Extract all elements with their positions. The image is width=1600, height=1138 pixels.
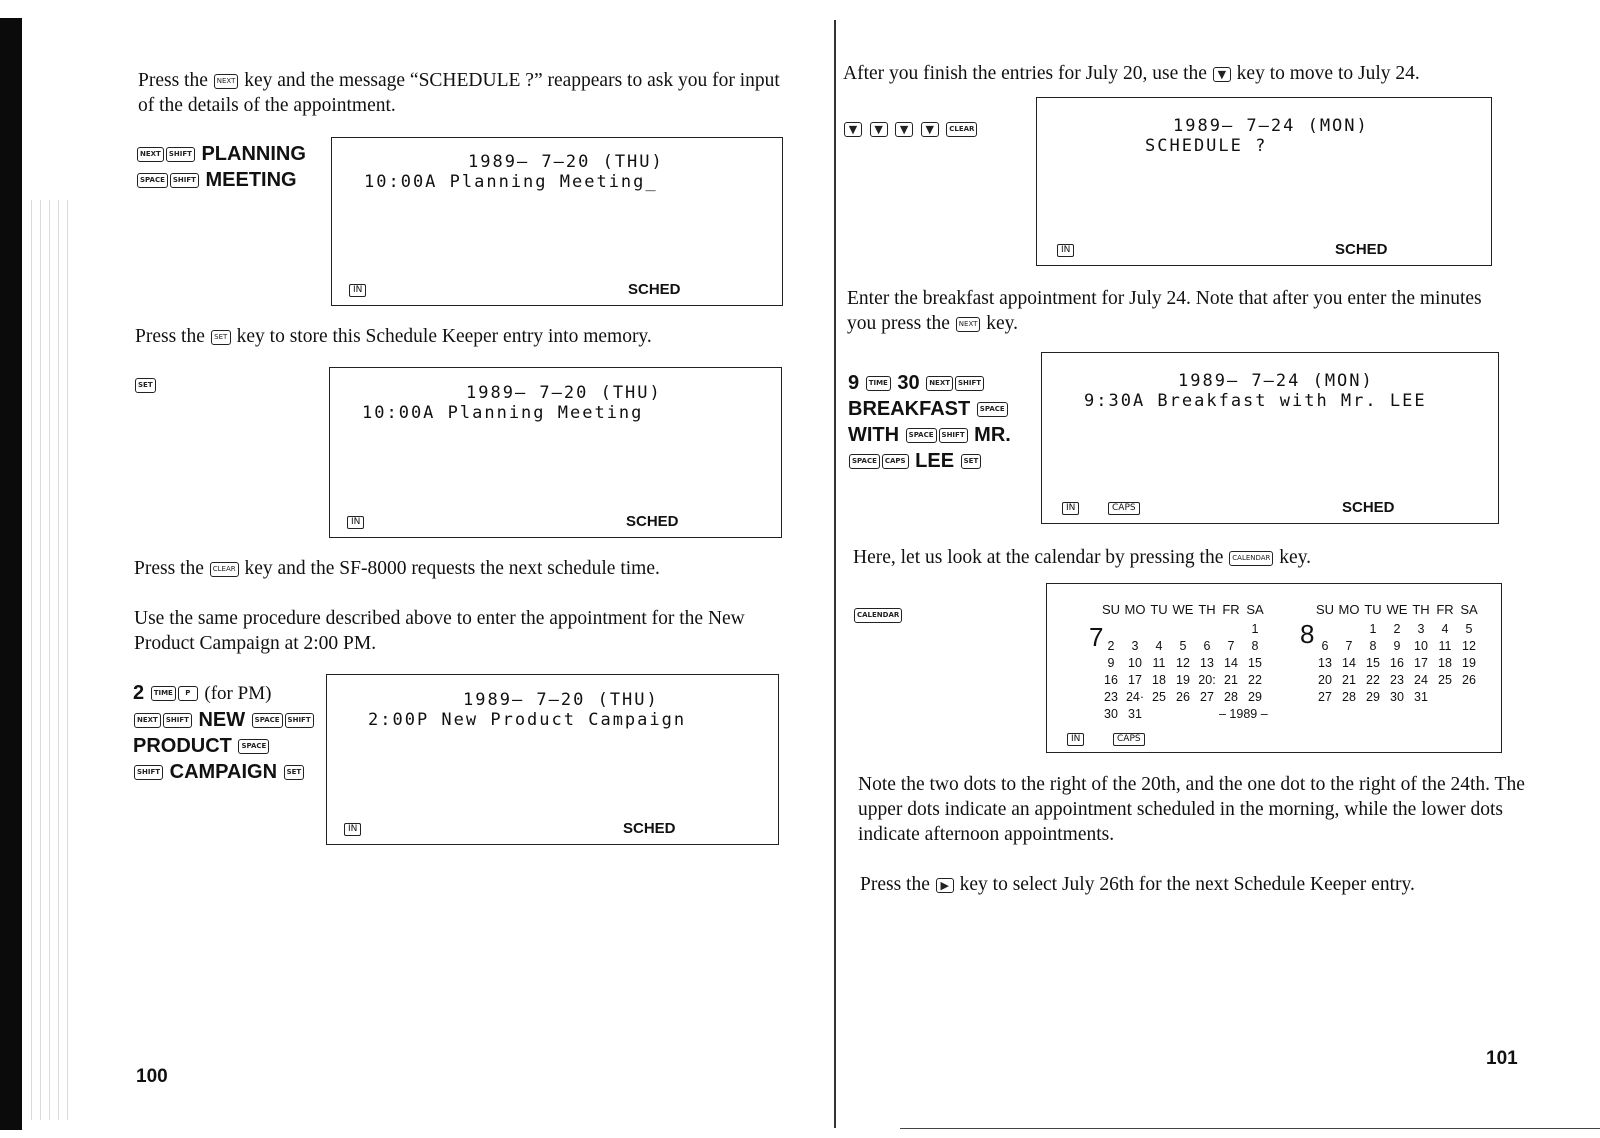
july-week-5: 23 24· 25 26 27 28 29: [1104, 690, 1262, 704]
keystroke-sequence-2: [134, 372, 157, 398]
july-week-4: 16 17 18 19 20: 21 22: [1104, 673, 1262, 687]
instruction-paragraph-4: Note the two dots to the right of the 20th, and the one dot to the right of the 24th. The upper dots indicate an appointment scheduled in the morning, while the lower dots indicate afternoon appointments.: [858, 774, 1525, 845]
july-week-3: 9 10 11 12 13 14 15: [1107, 656, 1262, 670]
screen-date-line: 1989— 7—24 (MON): [1178, 371, 1374, 391]
space-key-icon: SPACE: [238, 739, 269, 754]
space-key-icon: SPACE: [252, 713, 283, 728]
screen-date-line: 1989— 7—24 (MON): [1173, 116, 1369, 136]
shift-key-icon: SHIFT: [285, 713, 314, 728]
instruction-paragraph-3: Press the CLEAR key and the SF-8000 requests the next schedule time.: [134, 558, 660, 579]
shift-key-icon: SHIFT: [163, 713, 192, 728]
lcd-screen-2: [329, 367, 782, 538]
in-indicator: IN: [1057, 244, 1074, 257]
space-key-icon: SPACE: [137, 173, 168, 188]
down-arrow-key-icon: ▼: [870, 122, 888, 137]
instruction-paragraph-2: Enter the breakfast appointment for July 24. Note that after you enter the minutes you press the NEXT key.: [847, 288, 1482, 334]
july-week-6: 30 31: [1104, 707, 1142, 721]
page-number: 101: [1486, 1048, 1518, 1069]
shift-key-icon: SHIFT: [170, 173, 199, 188]
july-week-2: 2 3 4 5 6 7 8: [1107, 639, 1259, 653]
lcd-screen-1: [331, 137, 783, 306]
july-month-label: 7: [1089, 622, 1104, 652]
down-arrow-key-icon: ▼: [921, 122, 939, 137]
screen-date-line: 1989— 7—20 (THU): [463, 690, 659, 710]
lcd-screen-5: [1041, 352, 1499, 524]
in-indicator: IN: [1062, 502, 1079, 515]
space-key-icon: SPACE: [849, 454, 880, 469]
in-indicator: IN: [344, 823, 361, 836]
instruction-paragraph-1: Press the NEXT key and the message “SCHEDULE ?” reappears to ask you for input of the details of the appointment.: [138, 70, 780, 116]
august-weekday-header: SU MO TU WE TH FR SA: [1315, 602, 1478, 617]
lcd-screen-4: [1036, 97, 1492, 266]
keystroke-sequence-3: [853, 602, 903, 628]
august-week-5: 27 28 29 30 31: [1318, 690, 1428, 704]
time-key-icon: TIME: [866, 376, 891, 391]
screen-entry-line: SCHEDULE ?: [1145, 136, 1268, 156]
sched-indicator: SCHED: [628, 281, 681, 298]
set-key-icon: SET: [961, 454, 982, 469]
down-arrow-key-icon: ▼: [844, 122, 862, 137]
lcd-calendar-screen: [1046, 583, 1502, 753]
sched-indicator: SCHED: [623, 820, 676, 837]
right-arrow-key-icon: ▶: [936, 878, 954, 893]
sched-indicator: SCHED: [1342, 499, 1395, 516]
space-key-icon: SPACE: [906, 428, 937, 443]
screen-entry-line: 10:00A Planning Meeting: [362, 403, 644, 423]
time-key-icon: TIME: [151, 686, 176, 701]
p-key-icon: P: [178, 686, 198, 701]
august-month-label: 8: [1300, 619, 1315, 649]
august-week-4: 20 21 22 23 24 25 26: [1318, 673, 1476, 687]
calendar-key-icon: CALENDAR: [1229, 551, 1273, 566]
shift-key-icon: SHIFT: [166, 147, 195, 162]
screen-entry-line: 2:00P New Product Campaign: [368, 710, 687, 730]
down-arrow-key-icon: ▼: [895, 122, 913, 137]
instruction-paragraph-4: Use the same procedure described above to enter the appointment for the New Product Campaign at 2:00 PM.: [134, 608, 745, 654]
screen-date-line: 1989— 7—20 (THU): [466, 383, 662, 403]
august-week-2: 6 7 8 9 10 11 12: [1321, 639, 1476, 653]
shift-key-icon: SHIFT: [955, 376, 984, 391]
clear-key-icon: CLEAR: [946, 122, 977, 137]
clear-key-icon: CLEAR: [210, 562, 239, 577]
august-week-1: 1 2 3 4 5: [1369, 622, 1473, 636]
shift-key-icon: SHIFT: [134, 765, 163, 780]
screen-date-line: 1989— 7—20 (THU): [468, 152, 664, 172]
caps-key-icon: CAPS: [882, 454, 909, 469]
two-month-calendar: [1047, 584, 1503, 754]
next-key-icon: NEXT: [956, 317, 981, 332]
screen-entry-line: 10:00A Planning Meeting_: [364, 172, 658, 192]
august-week-3: 13 14 15 16 17 18 19: [1318, 656, 1476, 670]
page-number: 100: [136, 1066, 168, 1087]
july-week-1: 1: [1251, 622, 1259, 636]
shift-key-icon: SHIFT: [939, 428, 968, 443]
instruction-paragraph-3: Here, let us look at the calendar by pressing the CALENDAR key.: [853, 547, 1312, 568]
screen-entry-line: 9:30A Breakfast with Mr. LEE: [1084, 391, 1427, 411]
down-arrow-key-icon: ▼: [1213, 67, 1231, 82]
lcd-screen-3: [326, 674, 779, 845]
in-indicator: IN: [349, 284, 366, 297]
year-label: – 1989 –: [1219, 707, 1268, 721]
instruction-paragraph-5: Press the ▶ key to select July 26th for the next Schedule Keeper entry.: [860, 874, 1415, 895]
set-key-icon: SET: [211, 330, 231, 345]
july-weekday-header: SU MO TU WE TH FR SA: [1101, 602, 1264, 617]
next-key-icon: NEXT: [926, 376, 953, 391]
in-indicator: IN: [347, 516, 364, 529]
instruction-paragraph-1: After you finish the entries for July 20, use the ▼ key to move to July 24.: [843, 63, 1420, 84]
sched-indicator: SCHED: [626, 513, 679, 530]
set-key-icon: SET: [135, 378, 156, 393]
next-key-icon: NEXT: [214, 74, 239, 89]
instruction-paragraph-2: Press the SET key to store this Schedule Keeper entry into memory.: [135, 326, 652, 347]
keystroke-sequence-2: 9 TIME 30 NEXT SHIFT BREAKFAST SPACE WITH SPACE SHIFT MR. SPACE CAPS LEE SET: [848, 372, 1011, 472]
caps-indicator: CAPS: [1113, 733, 1145, 746]
calendar-key-icon: CALENDAR: [854, 608, 902, 623]
keystroke-sequence-3: 2 TIME P (for PM) NEXT SHIFT NEW SPACE SHIFT PRODUCT SPACE SHIFT CAMPAIGN SET: [133, 680, 323, 785]
set-key-icon: SET: [284, 765, 305, 780]
sched-indicator: SCHED: [1335, 241, 1388, 258]
keystroke-sequence-1: NEXT SHIFT PLANNING SPACE SHIFT MEETING: [136, 141, 326, 193]
space-key-icon: SPACE: [977, 402, 1008, 417]
right-page: [836, 0, 1600, 1138]
in-indicator: IN: [1067, 733, 1084, 746]
next-key-icon: NEXT: [137, 147, 164, 162]
caps-indicator: CAPS: [1108, 502, 1140, 515]
keystroke-sequence-1: [843, 116, 978, 142]
next-key-icon: NEXT: [134, 713, 161, 728]
